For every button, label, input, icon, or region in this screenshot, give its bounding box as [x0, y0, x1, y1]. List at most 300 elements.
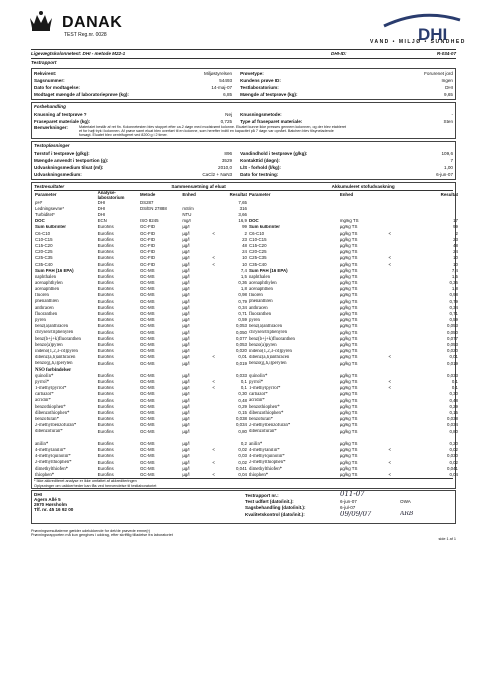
- table-cell: µg/kg TS: [339, 342, 358, 347]
- table-cell: GC-MS: [139, 360, 155, 366]
- table-cell: benzo(a)pyren: [35, 342, 63, 348]
- table-cell: GC-MS: [139, 404, 155, 409]
- footer-row: [245, 492, 453, 499]
- torstof-value: 896: [224, 151, 233, 157]
- table-cell: Eurofins: [97, 280, 114, 286]
- table-cell: dimethylthiofen*: [35, 466, 69, 472]
- table-cell: GC-FID: [139, 237, 156, 242]
- info-row: [34, 91, 453, 98]
- table-cell: µg/l: [182, 466, 190, 471]
- table-cell: naphthalen: [248, 274, 271, 280]
- table-cell: µg/l: [182, 472, 190, 477]
- table-cell: dibenzothiophen*: [35, 410, 70, 416]
- table-cell: µg/l: [182, 243, 190, 248]
- report-title: Ligevægtskolonnetest: DHI - metode M22-1: [31, 51, 126, 57]
- table-cell: DOC: [35, 218, 45, 224]
- table-cell: DS/EN 27888: [139, 206, 167, 211]
- info-row: [34, 84, 453, 91]
- table-cell: 0,077: [447, 336, 458, 341]
- table-cell: anilin*: [248, 441, 263, 447]
- type-value: Sten: [443, 118, 453, 124]
- testoplosninger-section: [31, 141, 456, 180]
- table-cell: <: [212, 447, 215, 453]
- testopl-row: [34, 150, 453, 157]
- table-cell: Eurofins: [97, 466, 114, 471]
- table-cell: Eurofins: [97, 453, 114, 459]
- table-cell: anilin*: [35, 441, 49, 447]
- dato-label: Dato for modtagelse:: [34, 84, 80, 90]
- table-cell: mS/m: [182, 206, 194, 211]
- table-cell: GC-MS: [139, 379, 155, 385]
- table-cell: 10: [242, 261, 247, 267]
- col-header: Resultat: [229, 192, 247, 198]
- table-cell: 0,71: [238, 311, 247, 317]
- table-cell: µg/l: [182, 317, 190, 323]
- table-cell: 0,48: [449, 398, 458, 403]
- table-cell: Sum PAH (16 EPA): [248, 268, 288, 273]
- table-cell: GC-MS: [139, 398, 155, 403]
- results-header-row: [34, 191, 459, 200]
- results-heading-row: [34, 183, 453, 191]
- table-cell: Eurofins: [97, 348, 114, 354]
- table-cell: GC-MS: [139, 447, 155, 453]
- dato-test-value: 6-jun-07: [436, 172, 453, 178]
- table-cell: Eurofins: [97, 230, 114, 236]
- table-cell: Eurofins: [97, 317, 114, 323]
- col-header: Parameter: [248, 192, 271, 198]
- table-cell: µg/l: [182, 311, 190, 317]
- table-cell: 10: [453, 255, 458, 261]
- table-cell: dibenz(a,h)anthracen: [248, 355, 290, 361]
- table-cell: 23: [242, 237, 247, 242]
- table-cell: 316: [239, 206, 247, 211]
- udvask-value: 2010,0: [218, 165, 233, 171]
- footer-address: [32, 491, 243, 513]
- table-cell: <: [212, 385, 215, 391]
- table-cell: Eurofins: [97, 360, 114, 366]
- knusning-value: Nej: [225, 111, 233, 117]
- table-cell: µg/l: [182, 249, 190, 255]
- dato-value: 14-maj-07: [211, 84, 233, 90]
- table-cell: Eurofins: [97, 286, 114, 292]
- sagsnummer-value: 54493: [219, 77, 233, 83]
- table-cell: benzofuran*: [35, 417, 59, 423]
- table-cell: indeno(1,2,3-cd)pyren: [35, 348, 78, 354]
- table-cell: µg/l: [182, 453, 190, 459]
- table-cell: GC-MS: [139, 329, 155, 335]
- table-cell: 2-methylthiophen*: [35, 460, 72, 466]
- knusningsmetode-label: Knusningsmetode:: [240, 111, 282, 117]
- table-cell: Eurofins: [97, 243, 114, 248]
- table-cell: C35-C40: [35, 261, 53, 267]
- results-heading: Testresultater: [34, 184, 65, 190]
- table-cell: acridin*: [35, 398, 51, 404]
- table-cell: µg/kg TS: [339, 329, 358, 335]
- bemaerk-label: Bemærkninger:: [34, 125, 68, 130]
- table-cell: 24: [453, 249, 458, 255]
- table-cell: GC-MS: [139, 274, 155, 279]
- forbehandling-row: [34, 118, 453, 125]
- col-header: Resultat: [440, 192, 458, 198]
- table-cell: benzo(g,h,i)perylen: [248, 361, 287, 367]
- table-cell: GC-MS: [139, 286, 155, 292]
- table-cell: µg/kg TS: [339, 416, 358, 422]
- table-cell: Sum kulbrinter: [35, 224, 66, 230]
- table-cell: dibenzofuran*: [248, 429, 277, 435]
- testopl-row: [34, 157, 453, 164]
- table-cell: benzo(a)pyren: [248, 342, 277, 348]
- dato-test-label: Dato for testning:: [240, 172, 279, 178]
- table-cell: 0,030: [447, 453, 458, 459]
- table-cell: µg/l: [182, 292, 190, 298]
- table-cell: 0,36: [449, 280, 458, 286]
- table-cell: quinolin*: [35, 373, 54, 379]
- table-cell: GC-FID: [139, 243, 156, 248]
- footer-row: [245, 511, 453, 519]
- kundens-value: Ingen: [441, 77, 453, 83]
- testlab-label: Testlaboratorium:: [240, 84, 279, 90]
- testopl-row: [34, 164, 453, 171]
- table-cell: µg/l: [182, 360, 190, 366]
- table-cell: anthracen: [35, 305, 54, 311]
- table-cell: <: [212, 261, 215, 267]
- table-cell: acenaphthen: [248, 287, 273, 293]
- table-cell: µg/l: [182, 428, 190, 434]
- table-cell: 0,053: [235, 342, 247, 347]
- note-akkreditering: * Ikke akkrediteret analyse er ikke omfattet af akkrediteringen: [34, 478, 453, 483]
- table-cell: pyren: [35, 318, 46, 324]
- dhi-logo-text: DHI: [418, 25, 448, 44]
- table-cell: GC-FID: [139, 249, 156, 255]
- table-cell: benz(a)anthracen: [248, 324, 282, 330]
- table-cell: <: [388, 379, 392, 385]
- table-cell: 0,019: [447, 360, 458, 366]
- kval-label: Kvalitetskontrol (dato/init.):: [245, 512, 305, 518]
- table-cell: mg/kg TS: [339, 218, 359, 224]
- table-cell: 0,038: [235, 416, 247, 422]
- table-cell: µg/kg TS: [339, 230, 358, 236]
- table-cell: µg/kg TS: [339, 459, 358, 465]
- table-cell: µg/l: [182, 422, 190, 428]
- table-cell: 0,033: [447, 373, 458, 378]
- info-row: [34, 70, 453, 77]
- table-cell: 10: [453, 261, 458, 267]
- table-cell: Eurofins: [97, 416, 114, 422]
- table-cell: Eurofins: [97, 373, 114, 378]
- results-table: [34, 191, 459, 478]
- table-cell: <: [388, 459, 392, 465]
- table-cell: 0,2: [240, 441, 247, 446]
- table-cell: 1,8: [451, 286, 458, 292]
- sagsbeh-label: Sagsbehandling (dato/init.):: [245, 505, 306, 511]
- table-cell: µg/kg TS: [339, 274, 358, 279]
- table-cell: Eurofins: [97, 441, 114, 446]
- results-akkumuleret-heading: Akkumuleret stofudvaskning: [331, 184, 395, 190]
- table-cell: fluoranthen: [248, 311, 272, 317]
- table-cell: 0,02: [449, 459, 458, 465]
- table-cell: Eurofins: [97, 410, 114, 416]
- table-cell: pyrrol*: [35, 379, 50, 385]
- footer-phone: Tlf. nr. 45 16 92 00: [34, 506, 74, 512]
- table-cell: DHI: [97, 206, 106, 211]
- rekvirent-label: Rekvirent:: [34, 70, 57, 76]
- kval-signature: 09/09/07: [340, 510, 372, 518]
- table-cell: acridin*: [248, 398, 265, 404]
- table-cell: GC-FID: [139, 261, 156, 267]
- fraseparet-value: 0,725: [220, 118, 233, 124]
- table-cell: <: [212, 255, 215, 261]
- table-cell: Eurofins: [97, 447, 114, 453]
- table-cell: <: [388, 261, 392, 267]
- table-cell: 0,30: [238, 391, 247, 397]
- table-cell: GC-MS: [139, 373, 155, 378]
- kval-init: ARB: [400, 511, 414, 518]
- udfort-init: OWA: [400, 499, 411, 505]
- table-cell: 7,65: [238, 200, 247, 205]
- table-cell: Eurofins: [97, 379, 114, 385]
- table-cell: 2: [244, 230, 247, 236]
- note-usikkerhed: Oplysninger om usikkerheder kan fås ved henvendelse til testlaboratoriet: [34, 483, 157, 488]
- table-cell: µg/l: [182, 459, 190, 465]
- table-cell: 99: [242, 224, 247, 230]
- col-header: [385, 191, 394, 200]
- sagsbeh-value: 6-jul-07: [340, 505, 356, 511]
- table-cell: µg/l: [182, 379, 190, 385]
- table-cell: phenanthren: [248, 299, 273, 305]
- table-cell: 0,30: [449, 391, 458, 397]
- table-cell: 0,59: [449, 317, 458, 323]
- table-cell: GC-MS: [139, 428, 155, 434]
- table-cell: µg/kg TS: [339, 391, 358, 397]
- table-cell: 1-methylpyrrol*: [248, 386, 281, 392]
- mangde-value: 3529: [221, 158, 233, 164]
- table-cell: 0,20: [449, 441, 458, 446]
- table-cell: pH*: [35, 200, 43, 205]
- table-cell: µg/kg TS: [339, 385, 358, 391]
- table-cell: 24: [242, 249, 247, 255]
- table-cell: benz(b+j+k)fluoranthen: [35, 336, 81, 342]
- table-cell: <: [212, 379, 215, 385]
- table-cell: µg/kg TS: [339, 441, 358, 446]
- maengde-test-label: Mængde af testprøve (kg):: [240, 91, 298, 97]
- table-cell: µg/l: [182, 329, 190, 335]
- table-cell: 4-methylquinolin*: [35, 454, 71, 460]
- udvask-label: Udvaskningsmedium tilsat (ml):: [34, 165, 104, 171]
- table-cell: µg/l: [182, 398, 190, 403]
- table-cell: µg/kg TS: [339, 292, 358, 298]
- testoplosninger-heading: Testopløsninger: [34, 143, 70, 149]
- table-cell: C20-C25: [35, 249, 53, 255]
- table-cell: 0,15: [238, 410, 247, 416]
- table-cell: quinolin*: [248, 373, 268, 379]
- table-cell: Sum kulbrinter: [248, 224, 280, 230]
- table-cell: 0,59: [238, 317, 247, 323]
- table-cell: dibenzothiophen*: [248, 410, 284, 416]
- maengde-test-value: 9,65: [444, 91, 453, 97]
- table-cell: DHI: [97, 212, 106, 218]
- table-cell: Turbiditet*: [35, 212, 55, 218]
- table-cell: 0,02: [238, 447, 247, 453]
- title-bar: [31, 49, 456, 59]
- table-cell: dibenz(a,h)anthracen: [35, 355, 76, 361]
- table-cell: µg/l: [182, 348, 190, 354]
- table-cell: benz(a)anthracen: [35, 324, 69, 330]
- table-cell: 0,077: [235, 336, 247, 341]
- table-cell: 0,34: [449, 305, 458, 310]
- table-cell: µg/kg TS: [339, 224, 358, 230]
- table-cell: µg/l: [182, 237, 190, 242]
- table-cell: GC-MS: [139, 459, 155, 465]
- table-cell: mg/l: [182, 218, 191, 224]
- table-cell: 0,020: [447, 348, 458, 354]
- table-cell: µg/kg TS: [339, 280, 358, 286]
- table-cell: <: [388, 472, 392, 477]
- table-cell: GC-MS: [139, 472, 155, 477]
- table-cell: 4-methylanilin*: [248, 447, 280, 453]
- maengde-value: 6,85: [223, 91, 233, 97]
- table-cell: 99: [453, 224, 458, 230]
- table-cell: 0,033: [235, 373, 247, 378]
- table-cell: Sum PAH (16 EPA): [35, 268, 74, 273]
- table-cell: 0,1: [240, 385, 247, 391]
- footer-addr2: 2970 Hørsholm: [34, 501, 67, 507]
- forbehandling-heading: Forbehandling: [34, 104, 66, 109]
- table-cell: benz(b+j+k)fluoranthen: [248, 336, 295, 342]
- table-cell: µg/kg TS: [339, 249, 358, 255]
- table-cell: 48: [242, 243, 247, 248]
- table-cell: C20-C25: [248, 249, 267, 255]
- table-cell: benzothiophen*: [248, 404, 280, 410]
- table-cell: DHI: [97, 200, 106, 205]
- table-cell: 0,71: [449, 311, 458, 317]
- table-cell: pyrrol*: [248, 379, 264, 385]
- forbehandling-row: [34, 111, 453, 118]
- table-cell: µg/kg TS: [339, 299, 358, 304]
- results-body: [34, 200, 459, 478]
- table-cell: benzofuran*: [248, 417, 273, 423]
- table-cell: <: [388, 230, 392, 236]
- footer-row: [245, 499, 453, 505]
- table-cell: GC-MS: [139, 323, 155, 329]
- table-cell: 0,053: [447, 342, 458, 347]
- mangde-label: Mængde anvendt i testportion (g):: [34, 158, 109, 164]
- table-cell: acenaphthen: [35, 287, 59, 293]
- table-cell: <: [212, 354, 215, 360]
- table-cell: Eurofins: [97, 422, 114, 428]
- table-cell: thiophen*: [248, 472, 269, 478]
- table-cell: µg/kg TS: [339, 323, 358, 329]
- table-cell: 0,03: [238, 453, 247, 459]
- table-cell: DOC: [248, 218, 259, 224]
- provetype-label: Prøvetype:: [240, 70, 264, 76]
- table-cell: 3,66: [238, 212, 247, 218]
- forbehandling-section: [31, 102, 456, 139]
- table-cell: µg/kg TS: [339, 243, 358, 248]
- ls-label: L/S - forhold (l/kg):: [240, 165, 281, 171]
- table-cell: 4-methylquinolin*: [248, 454, 285, 460]
- table-cell: carbazol*: [248, 392, 268, 398]
- table-cell: Ledningsevne*: [35, 206, 65, 211]
- table-cell: µg/l: [182, 441, 190, 446]
- table-cell: µg/kg TS: [339, 305, 358, 310]
- table-cell: 16,9: [238, 218, 247, 224]
- table-cell: µg/kg TS: [339, 447, 358, 453]
- table-cell: Eurofins: [97, 311, 114, 317]
- table-cell: thiophen*: [35, 472, 55, 478]
- table-cell: chrysen/triphenylen: [248, 330, 288, 336]
- bemaerk-line: Materialet består af ret fin. Kolonnetesten blev stoppet efter ca.2 døgn med modstrømt kolonne. Eluatet kunne ikke presses gennem kolonnen, og der blev etableret: [79, 125, 347, 129]
- table-cell: dibenzofuran*: [35, 429, 63, 435]
- type-label: Type af fraseparet materiale:: [240, 118, 303, 124]
- bemaerk-line: forsøgt. Eluatet blev centrifugeret ved 8200 g i 2 timer.: [79, 133, 168, 138]
- table-cell: GC-MS: [139, 342, 155, 347]
- table-cell: GC-MS: [139, 441, 155, 446]
- table-cell: Eurofins: [97, 299, 114, 304]
- table-cell: GC-MS: [139, 292, 155, 298]
- table-cell: µg/kg TS: [339, 317, 358, 323]
- table-cell: µg/l: [182, 299, 190, 304]
- table-cell: µg/kg TS: [339, 237, 358, 242]
- table-cell: 0,034: [447, 422, 458, 428]
- torstof-label: Tørstof i testprøve (g/kg):: [34, 151, 90, 157]
- table-cell: benzo(g,h,i)perylen: [35, 361, 73, 367]
- bemaerk-line: et for højt tryk i kolonnen. Af prøve samt eluat blev overført til en kolonne, som herefter indtil en kapacitet på 7 døgn var opnået. Batchen blev tilsyneladende: [79, 129, 334, 134]
- table-cell: 4-methylanilin*: [35, 447, 66, 453]
- table-cell: C6-C10: [248, 230, 265, 236]
- dhi-tagline: VAND • MILJØ • SUNDHED: [370, 39, 466, 45]
- table-cell: µg/l: [182, 280, 190, 286]
- table-cell: µg/kg TS: [339, 311, 358, 317]
- vand-value: 109,6: [441, 151, 453, 157]
- table-cell: acenaphthylen: [35, 280, 63, 286]
- table-cell: 1,5: [451, 274, 458, 279]
- dhi-id-label: DHI-ID:: [331, 51, 347, 57]
- maengde-label: Modtaget mængde af laboratorieprøve (kg):: [34, 91, 129, 97]
- table-cell: Eurofins: [97, 261, 114, 267]
- table-cell: 1,5: [240, 274, 247, 279]
- table-cell: GC-MS: [139, 268, 155, 273]
- kontakt-value: 7: [450, 158, 453, 164]
- table-cell: C6-C10: [35, 230, 51, 236]
- table-cell: µg/l: [182, 224, 190, 230]
- table-cell: µg/kg TS: [339, 472, 358, 477]
- rekvirent-value: Miljøstyrelsen: [203, 70, 233, 76]
- table-cell: carbazol*: [35, 392, 54, 398]
- table-cell: <: [388, 255, 392, 261]
- table-cell: µg/kg TS: [339, 261, 358, 267]
- table-cell: GC-MS: [139, 348, 155, 354]
- table-cell: 0,98: [449, 292, 458, 298]
- table-cell: µg/kg TS: [339, 404, 358, 409]
- table-cell: 0,29: [238, 404, 247, 409]
- table-cell: µg/kg TS: [339, 255, 358, 261]
- col-header: Analyse-laboratorium: [97, 191, 125, 200]
- knusningsmetode-value: -: [451, 111, 453, 117]
- table-cell: 2: [455, 230, 458, 236]
- table-cell: chrysen/triphenylen: [35, 330, 74, 336]
- table-cell: Eurofins: [97, 255, 114, 261]
- footer-addr1: Agern Allé 5: [34, 496, 61, 502]
- table-cell: NTU: [182, 212, 192, 218]
- table-cell: 0,02: [449, 447, 458, 453]
- table-cell: 0,053: [235, 323, 247, 329]
- table-cell: 0,04: [449, 472, 458, 477]
- table-cell: Eurofins: [97, 342, 114, 347]
- table-cell: 0,1: [240, 379, 247, 385]
- dhi-id-value: R-034-07: [436, 51, 456, 57]
- table-cell: 0,038: [447, 416, 458, 422]
- provetype-value: Forurenet jord: [424, 70, 453, 76]
